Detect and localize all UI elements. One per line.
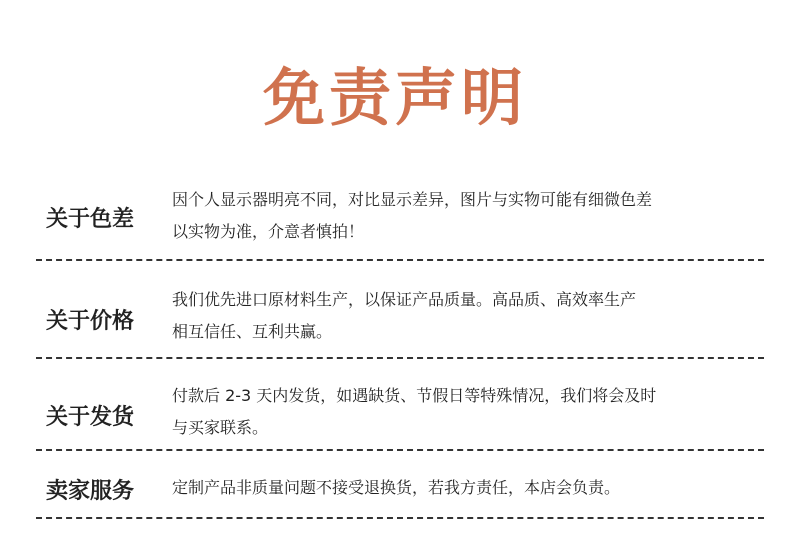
page-title: 免责声明 bbox=[262, 61, 527, 134]
dashed-divider bbox=[36, 357, 764, 359]
text-line: 与买家联系。 bbox=[172, 418, 269, 437]
text-line: 相互信任、互利共赢。 bbox=[172, 322, 333, 341]
section-text bbox=[172, 380, 752, 444]
section-text bbox=[172, 184, 752, 248]
text-line: 我们优先进口原材料生产，以保证产品质量。高品质、高效率生产 bbox=[172, 290, 637, 309]
section-text bbox=[172, 472, 752, 504]
section-label: 关于色差 bbox=[46, 207, 135, 232]
text-line: 以实物为准，介意者慎拍！ bbox=[172, 222, 365, 241]
text-line: 付款后 2-3 天内发货，如遇缺货、节假日等特殊情况，我们将会及时 bbox=[172, 386, 657, 405]
section-label: 关于发货 bbox=[46, 405, 135, 430]
dashed-divider bbox=[36, 517, 764, 519]
text-line: 定制产品非质量问题不接受退换货，若我方责任，本店会负责。 bbox=[172, 478, 621, 497]
dashed-divider bbox=[36, 449, 764, 451]
dashed-divider bbox=[36, 259, 764, 261]
section-label: 卖家服务 bbox=[46, 479, 135, 504]
text-line: 因个人显示器明亮不同，对比显示差异，图片与实物可能有细微色差 bbox=[172, 190, 653, 209]
section-label: 关于价格 bbox=[46, 309, 135, 334]
section-text bbox=[172, 284, 752, 348]
